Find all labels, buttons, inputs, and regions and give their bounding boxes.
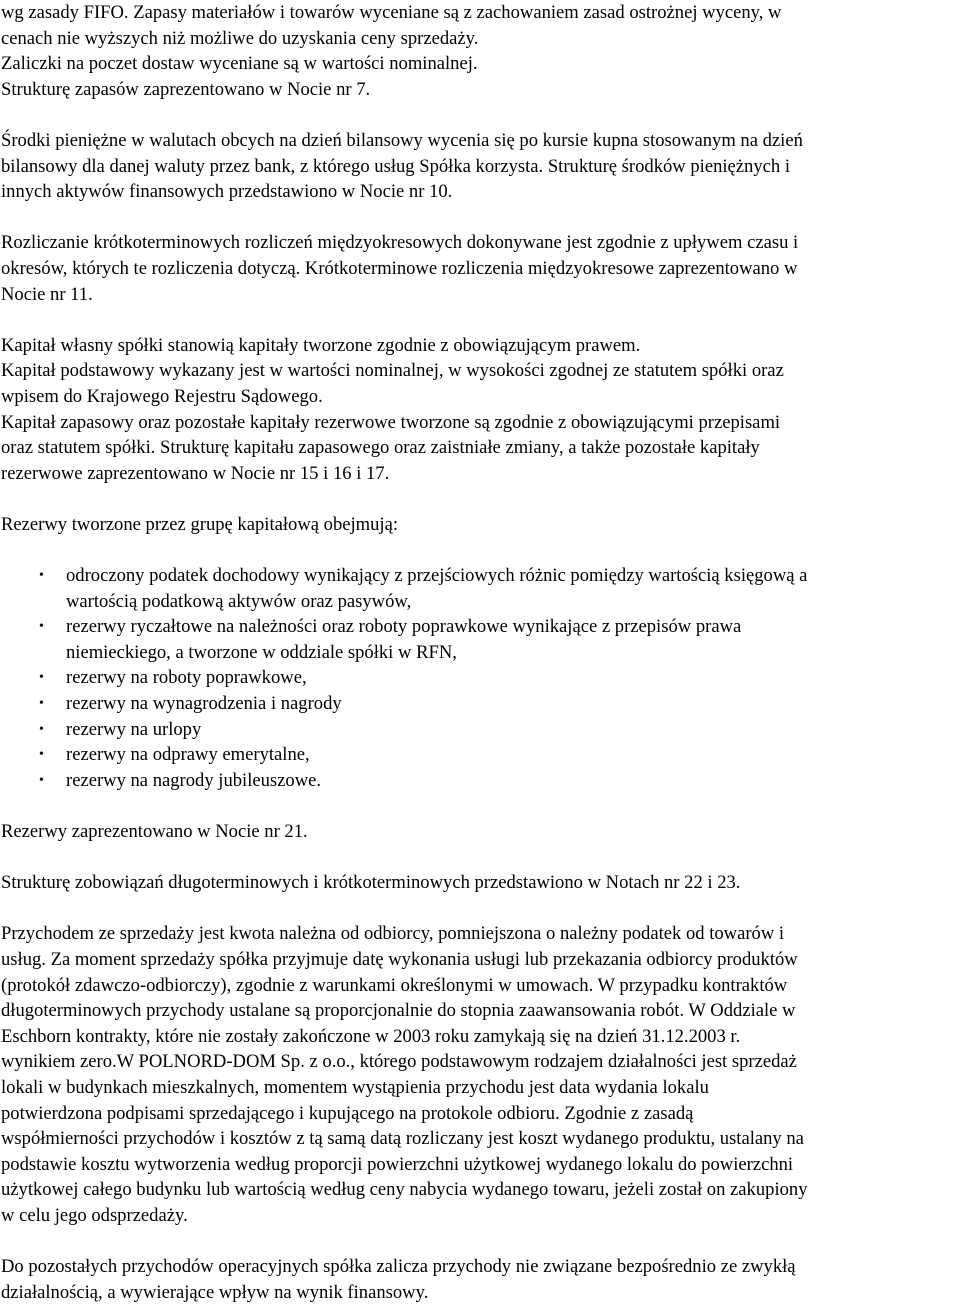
text-line: (protokół zdawczo-odbiorczy), zgodnie z warunkami określonymi w umowach. W przypadku kontraktów <box>1 974 788 996</box>
list-item <box>1 665 960 691</box>
paragraph-inventory <box>1 0 960 102</box>
text-line: wartością podatkową aktywów oraz pasywów, <box>66 590 412 612</box>
text-line: rezerwy na wynagrodzenia i nagrody <box>66 693 342 715</box>
bullet-icon: • <box>39 721 44 737</box>
text-line: Rezerwy zaprezentowano w Nocie nr 21. <box>1 821 308 842</box>
text-line: długoterminowych przychody ustalane są proporcjonalnie do stopnia zaawansowania robót. W Oddziale w <box>1 1000 796 1022</box>
list-item <box>1 614 960 665</box>
bullet-icon: • <box>39 696 44 712</box>
list-item <box>1 563 960 614</box>
paragraph-accruals <box>1 230 960 307</box>
paragraph-provisions-intro <box>1 512 960 538</box>
list-item <box>1 691 960 717</box>
paragraph-provisions-note <box>1 819 960 845</box>
bullet-icon: • <box>39 670 44 686</box>
text-line: Zaliczki na poczet dostaw wyceniane są w wartości nominalnej. <box>1 53 478 75</box>
paragraph-other-revenue <box>1 1254 960 1305</box>
text-line: rezerwy na odprawy emerytalne, <box>66 744 310 766</box>
bullet-icon: • <box>39 747 44 763</box>
text-line: Rezerwy tworzone przez grupę kapitałową obejmują: <box>1 513 399 535</box>
text-line: w celu jego odsprzedaży. <box>1 1204 188 1226</box>
paragraph-cash <box>1 128 960 205</box>
text-line: działalnością, a wywierające wpływ na wynik finansowy. <box>1 1281 429 1303</box>
text-line: rezerwowe zaprezentowano w Nocie nr 15 i 16 i 17. <box>1 462 390 484</box>
text-line: Strukturę zobowiązań długoterminowych i krótkoterminowych przedstawiono w Notach nr 22 i 23. <box>1 872 741 894</box>
text-line: rezerwy na nagrody jubileuszowe. <box>66 769 322 791</box>
text-line: wg zasady FIFO. Zapasy materiałów i towarów wyceniane są z zachowaniem zasad ostrożnej wyceny, w <box>1 2 782 23</box>
text-line: bilansowy dla danej waluty przez bank, z którego usług Spółka korzysta. Strukturę środków pieniężnych i <box>1 155 791 177</box>
bullet-icon: • <box>39 568 44 584</box>
text-line: odroczony podatek dochodowy wynikający z przejściowych różnic pomiędzy wartością księgową a <box>66 565 808 587</box>
text-line: wpisem do Krajowego Rejestru Sądowego. <box>1 385 323 407</box>
text-line: oraz statutem spółki. Strukturę kapitału zapasowego oraz zaistniałe zmiany, a także pozostałe kapitały <box>1 437 760 459</box>
text-line: Środki pieniężne w walutach obcych na dzień bilansowy wycenia się po kursie kupna stosowanym na dzień <box>1 129 803 151</box>
text-line: usług. Za moment sprzedaży spółka przyjmuje datę wykonania usługi lub przekazania odbiorcy produktów <box>1 948 798 970</box>
text-line: Kapitał własny spółki stanowią kapitały tworzone zgodnie z obowiązującym prawem. <box>1 334 641 356</box>
text-line: Przychodem ze sprzedaży jest kwota należna od odbiorcy, pomniejszona o należny podatek od towarów i <box>1 923 785 945</box>
text-line: cenach nie wyższych niż możliwe do uzyskania ceny sprzedaży. <box>1 27 479 49</box>
list-item <box>1 768 960 794</box>
text-line: współmierności przychodów i kosztów z tą samą datą rozliczany jest koszt wydanego produktu, ustalany na <box>1 1128 804 1150</box>
provisions-list <box>1 563 960 793</box>
list-item <box>1 742 960 768</box>
bullet-icon: • <box>39 772 44 788</box>
text-line: rezerwy ryczałtowe na należności oraz roboty poprawkowe wynikające z przepisów prawa <box>66 616 742 638</box>
text-line: potwierdzona podpisami sprzedającego i kupującego na protokole odbioru. Zgodnie z zasadą <box>1 1102 694 1124</box>
text-line: użytkowej całego budynku lub wartością według ceny nabycia wydanego towaru, jeżeli został on zakupiony <box>1 1179 808 1201</box>
paragraph-revenue <box>1 921 960 1228</box>
paragraph-liabilities <box>1 870 960 896</box>
text-line: podstawie kosztu wytworzenia według proporcji powierzchni użytkowej wydanego lokalu do powierzchni <box>1 1153 794 1175</box>
text-line: rezerwy na urlopy <box>66 718 202 740</box>
text-line: Eschborn kontrakty, które nie zostały zakończone w 2003 roku zamykają się na dzień 31.12.2003 r. <box>1 1025 741 1047</box>
text-line: okresów, których te rozliczenia dotyczą. Krótkoterminowe rozliczenia międzyokresowe zaprezentowano w <box>1 257 798 279</box>
text-line: lokali w budynkach mieszkalnych, momentem wystąpienia przychodu jest data wydania lokalu <box>1 1076 709 1098</box>
text-line: wynikiem zero.W POLNORD-DOM Sp. z o.o., którego podstawowym rodzajem działalności jest sprzedaż <box>1 1051 797 1073</box>
text-line: Kapitał podstawowy wykazany jest w wartości nominalnej, w wysokości zgodnej ze statutem spółki oraz <box>1 360 784 382</box>
text-line: innych aktywów finansowych przedstawiono w Nocie nr 10. <box>1 181 453 203</box>
text-line: Kapitał zapasowy oraz pozostałe kapitały rezerwowe tworzone są zgodnie z obowiązującymi przepisami <box>1 411 781 433</box>
text-line: Nocie nr 11. <box>1 283 93 305</box>
bullet-icon: • <box>39 619 44 635</box>
text-line: Rozliczanie krótkoterminowych rozliczeń międzyokresowych dokonywane jest zgodnie z upływem czasu i <box>1 232 799 254</box>
text-line: Strukturę zapasów zaprezentowano w Nocie nr 7. <box>1 78 371 100</box>
list-item <box>1 717 960 743</box>
text-line: rezerwy na roboty poprawkowe, <box>66 667 307 689</box>
paragraph-equity <box>1 333 960 487</box>
text-line: Do pozostałych przychodów operacyjnych spółka zalicza przychody nie związane bezpośrednio ze zwykłą <box>1 1256 796 1278</box>
text-line: niemieckiego, a tworzone w oddziale spółki w RFN, <box>66 641 457 663</box>
